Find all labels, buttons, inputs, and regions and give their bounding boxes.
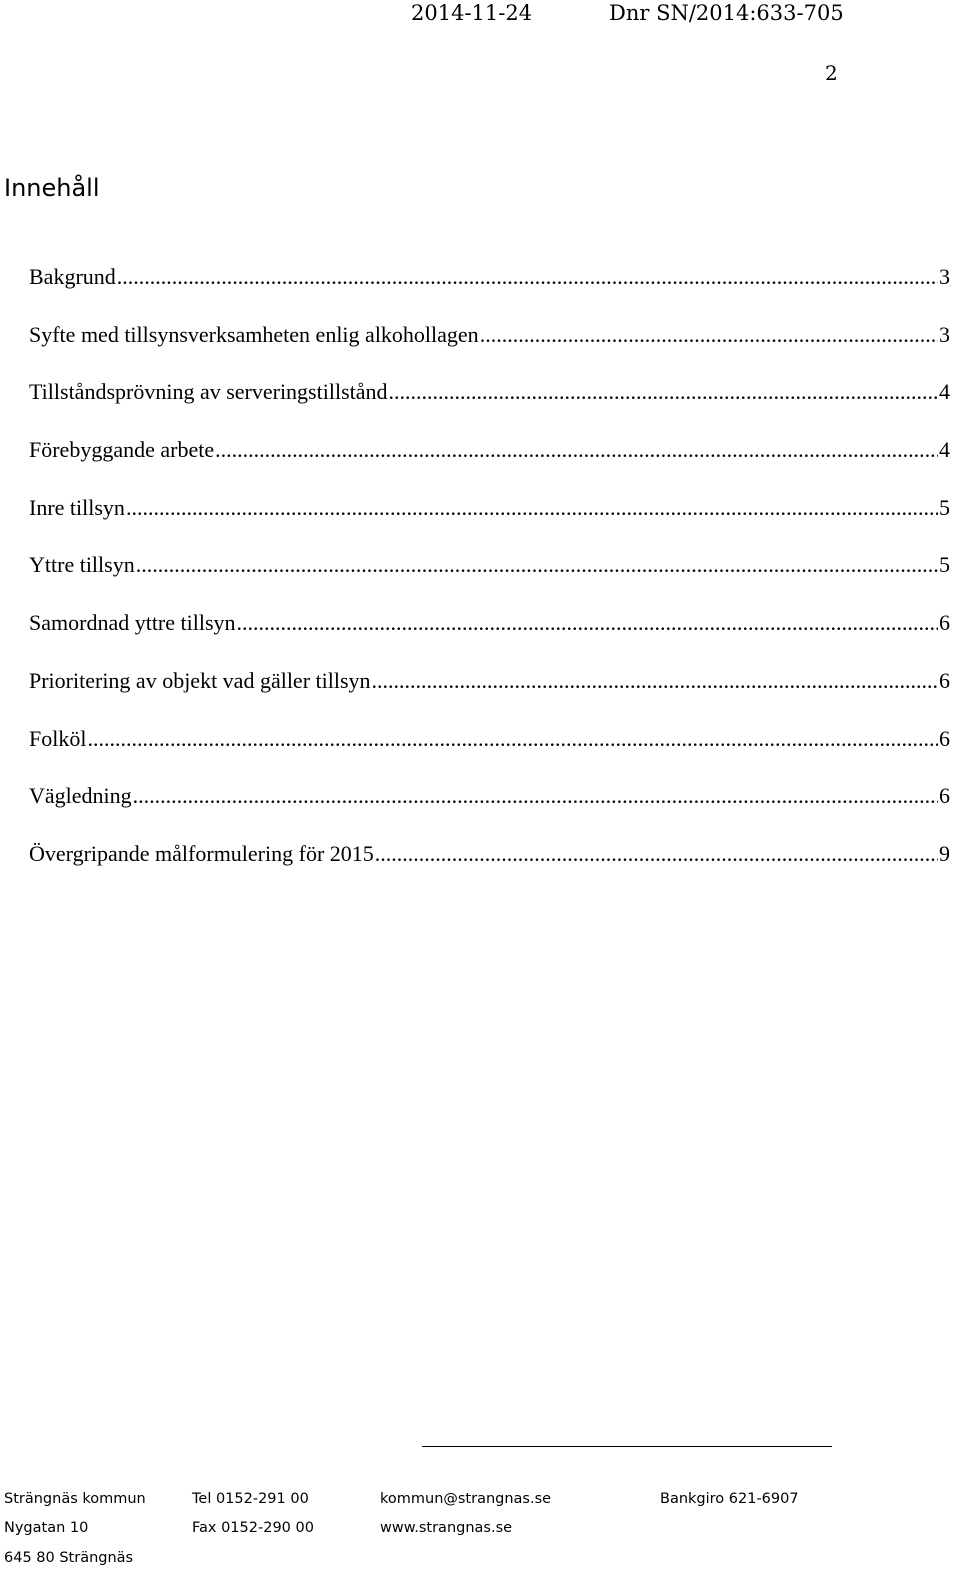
footer-street-address: Nygatan 10 <box>4 1520 89 1536</box>
toc-entry-bakgrund[interactable] <box>29 263 950 321</box>
toc-entry-title: Folköl <box>29 725 87 751</box>
toc-entry-syfte[interactable] <box>29 321 950 379</box>
toc-entry-page: 5 <box>939 552 950 578</box>
toc-entry-title: Tillståndsprövning av serveringstillstånd <box>29 379 388 405</box>
toc-dot-leader <box>126 494 938 522</box>
toc-entry-samordnad[interactable] <box>29 609 950 667</box>
document-reference-number: Dnr SN/2014:633-705 <box>609 1 844 25</box>
toc-dot-leader <box>389 378 938 406</box>
toc-entry-page: 4 <box>939 379 950 405</box>
footer-website[interactable]: www.strangnas.se <box>380 1520 513 1536</box>
toc-dot-leader <box>480 321 938 349</box>
toc-entry-forebyggande[interactable] <box>29 436 950 494</box>
toc-entry-title: Yttre tillsyn <box>29 552 135 578</box>
toc-entry-tillstandsprovning[interactable] <box>29 378 950 436</box>
toc-heading: Innehåll <box>4 174 100 202</box>
document-date: 2014-11-24 <box>411 1 533 25</box>
toc-dot-leader <box>215 436 938 464</box>
toc-dot-leader <box>237 609 938 637</box>
toc-entry-title: Prioritering av objekt vad gäller tillsyn <box>29 667 371 693</box>
toc-entry-page: 9 <box>939 840 950 866</box>
footer-divider <box>422 1446 832 1447</box>
toc-dot-leader <box>87 725 938 753</box>
footer-email[interactable]: kommun@strangnas.se <box>380 1491 552 1507</box>
footer-bankgiro: Bankgiro 621-6907 <box>660 1491 799 1507</box>
toc-entry-page: 5 <box>939 494 950 520</box>
toc-entry-page: 6 <box>939 783 950 809</box>
toc-dot-leader <box>375 840 938 868</box>
toc-entry-page: 3 <box>939 264 950 289</box>
toc-dot-leader <box>133 782 938 810</box>
toc-entry-folkol[interactable] <box>29 725 950 783</box>
toc-dot-leader <box>117 263 938 291</box>
toc-dot-leader <box>136 551 938 579</box>
toc-entry-title: Samordnad yttre tillsyn <box>29 610 236 636</box>
footer-organization: Strängnäs kommun <box>4 1491 146 1507</box>
toc-entry-title: Bakgrund <box>29 264 116 289</box>
toc-entry-title: Inre tillsyn <box>29 494 125 520</box>
toc-entry-title: Vägledning <box>29 783 132 809</box>
toc-entry-page: 3 <box>939 321 950 347</box>
footer-phone: Tel 0152-291 00 <box>192 1491 309 1507</box>
footer-postal-address: 645 80 Strängnäs <box>4 1550 134 1566</box>
toc-entry-title: Syfte med tillsynsverksamheten enlig alkohollagen <box>29 321 479 347</box>
toc-entry-page: 4 <box>939 437 950 463</box>
toc-entry-inre-tillsyn[interactable] <box>29 494 950 552</box>
table-of-contents <box>29 263 950 898</box>
footer-fax: Fax 0152-290 00 <box>192 1520 314 1536</box>
toc-entry-yttre-tillsyn[interactable] <box>29 551 950 609</box>
toc-entry-vagledning[interactable] <box>29 782 950 840</box>
toc-entry-prioritering[interactable] <box>29 667 950 725</box>
toc-entry-page: 6 <box>939 725 950 751</box>
toc-dot-leader <box>372 667 938 695</box>
page-number: 2 <box>825 61 838 85</box>
toc-entry-page: 6 <box>939 667 950 693</box>
toc-entry-malformulering[interactable] <box>29 840 950 898</box>
toc-entry-title: Förebyggande arbete <box>29 437 215 463</box>
toc-entry-title: Övergripande målformulering för 2015 <box>29 840 374 866</box>
toc-entry-page: 6 <box>939 610 950 636</box>
